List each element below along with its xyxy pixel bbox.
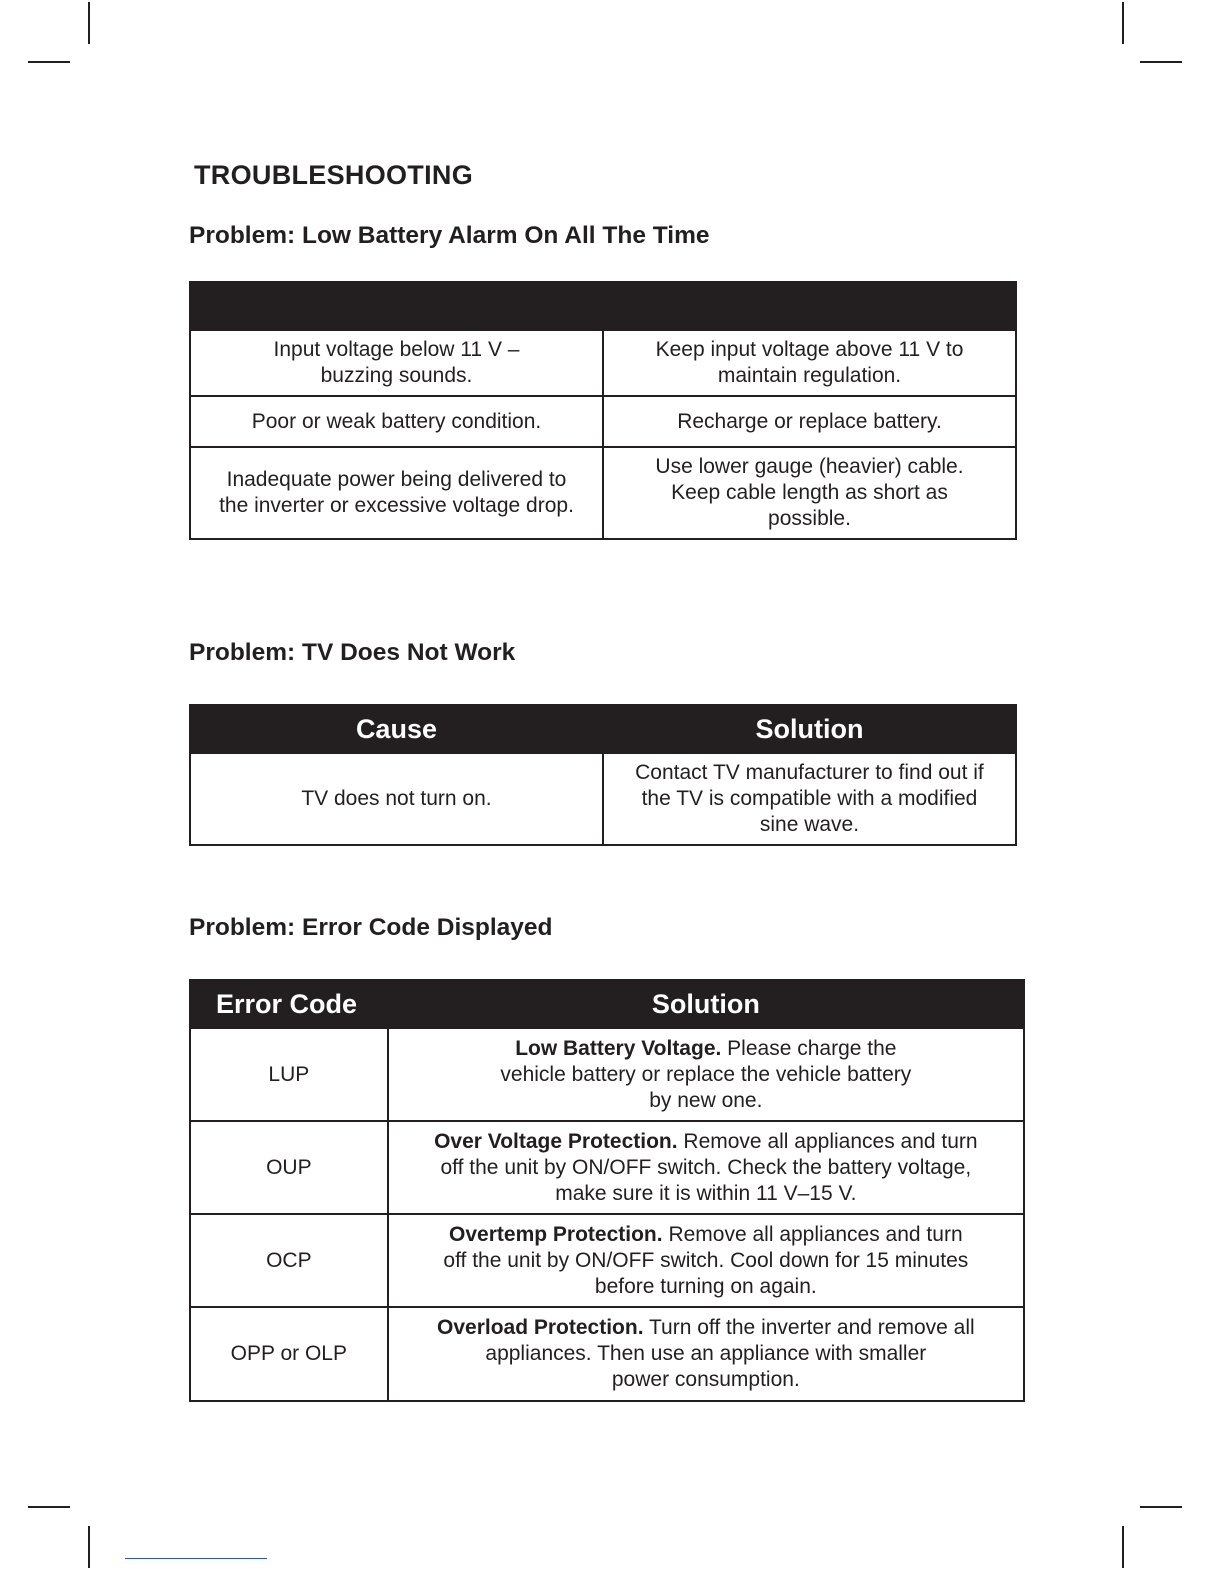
crop-mark <box>28 61 70 63</box>
table-header-row <box>190 980 1024 1028</box>
table-row <box>190 1307 1024 1401</box>
solution-cell <box>388 1028 1024 1121</box>
crop-mark <box>88 1526 90 1568</box>
column-header-cause: Cause <box>190 705 603 753</box>
solution-cell: Use lower gauge (heavier) cable. Keep cable length as short as possible. <box>603 447 1016 539</box>
error-code-cell: OUP <box>190 1121 388 1214</box>
crop-mark <box>88 2 90 44</box>
cause-cell: TV does not turn on. <box>190 753 603 845</box>
column-header-cause <box>190 282 603 330</box>
solution-cell: Contact TV manufacturer to find out if the TV is compatible with a modified sine wave. <box>603 753 1016 845</box>
table-row <box>190 1028 1024 1121</box>
solution-cell <box>388 1121 1024 1214</box>
section-heading-error-code: Problem: Error Code Displayed <box>189 914 553 941</box>
cause-cell: Poor or weak battery condition. <box>190 396 603 447</box>
table-row <box>190 1214 1024 1307</box>
crop-mark <box>1140 1506 1182 1508</box>
solution-cell: Keep input voltage above 11 V to maintain regulation. <box>603 330 1016 396</box>
table-header-row <box>190 705 1016 753</box>
table-header-row <box>190 282 1016 330</box>
low-battery-table <box>189 281 1017 540</box>
error-code-cell: LUP <box>190 1028 388 1121</box>
table-row <box>190 396 1016 447</box>
page-title: TROUBLESHOOTING <box>194 160 473 190</box>
cause-cell: Inadequate power being delivered to the inverter or excessive voltage drop. <box>190 447 603 539</box>
column-header-solution: Solution <box>388 980 1024 1028</box>
error-code-cell: OCP <box>190 1214 388 1307</box>
crop-mark <box>28 1506 70 1508</box>
solution-text: Remove all appliances and turn off the unit by ON/OFF switch. Cool down for 15 minutes before turning on again. <box>443 1222 969 1298</box>
crop-mark <box>1122 1526 1124 1568</box>
error-code-cell: OPP or OLP <box>190 1307 388 1401</box>
crop-mark <box>1140 61 1182 63</box>
table-row <box>190 1121 1024 1214</box>
solution-lead: Overload Protection. <box>437 1316 644 1339</box>
solution-text: Turn off the inverter and remove all appliances. Then use an appliance with smaller power consumption. <box>485 1316 975 1391</box>
cause-cell: Input voltage below 11 V – buzzing sounds. <box>190 330 603 396</box>
solution-lead: Over Voltage Protection. <box>434 1129 678 1153</box>
column-header-solution: Solution <box>603 705 1016 753</box>
table-row <box>190 330 1016 396</box>
decorative-rule <box>125 1558 267 1559</box>
solution-cell: Recharge or replace battery. <box>603 396 1016 447</box>
section-heading-tv: Problem: TV Does Not Work <box>189 639 516 666</box>
section-heading-low-battery: Problem: Low Battery Alarm On All The Time <box>189 222 710 249</box>
error-code-table <box>189 979 1025 1402</box>
crop-mark <box>1122 2 1124 44</box>
table-row <box>190 447 1016 539</box>
column-header-error-code: Error Code <box>190 980 388 1028</box>
solution-lead: Low Battery Voltage. <box>515 1036 722 1060</box>
solution-lead: Overtemp Protection. <box>449 1222 663 1246</box>
solution-cell <box>388 1214 1024 1307</box>
solution-cell <box>388 1307 1024 1401</box>
solution-text: Please charge the vehicle battery or replace the vehicle battery by new one. <box>500 1036 912 1112</box>
tv-table <box>189 704 1017 846</box>
table-row <box>190 753 1016 845</box>
solution-text: Remove all appliances and turn off the unit by ON/OFF switch. Check the battery voltage, make sure it is within 11 V–15 V. <box>440 1129 978 1205</box>
column-header-solution <box>603 282 1016 330</box>
